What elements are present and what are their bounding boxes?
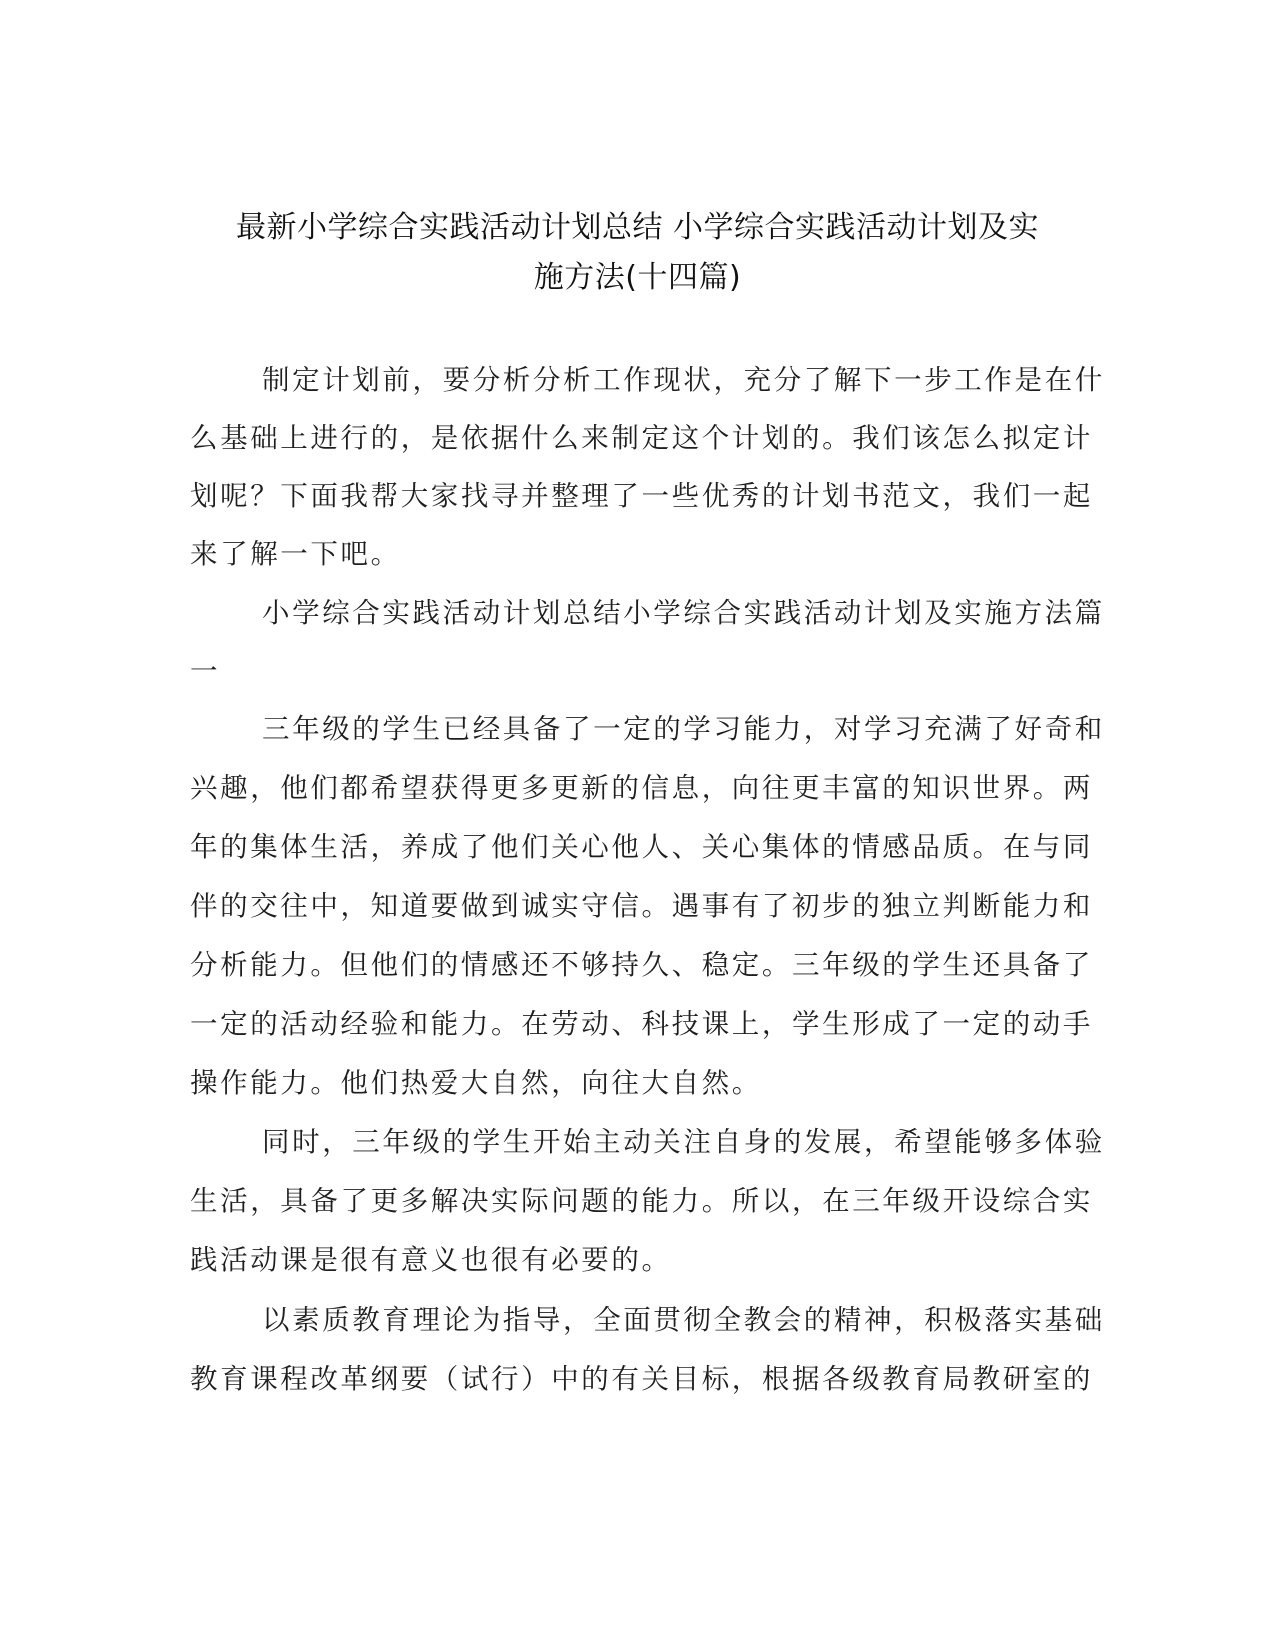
paragraph-line: 分析能力。但他们的情感还不够持久、稳定。三年级的学生还具备了 bbox=[190, 949, 1093, 981]
paragraph-line: 生活，具备了更多解决实际问题的能力。所以，在三年级开设综合实 bbox=[190, 1185, 1093, 1217]
paragraph-line: 教育课程改革纲要（试行）中的有关目标，根据各级教育局教研室的 bbox=[190, 1363, 1093, 1395]
paragraph-line: 三年级的学生已经具备了一定的学习能力，对学习充满了好奇和 bbox=[262, 713, 1105, 745]
title-line: 施方法(十四篇) bbox=[533, 260, 742, 295]
paragraph-line: 一定的活动经验和能力。在劳动、科技课上，学生形成了一定的动手 bbox=[190, 1008, 1093, 1040]
title-line: 最新小学综合实践活动计划总结 小学综合实践活动计划及实 bbox=[235, 210, 1040, 245]
paragraph-line: 以素质教育理论为指导，全面贯彻全教会的精神，积极落实基础 bbox=[262, 1304, 1105, 1336]
paragraph-line: 同时，三年级的学生开始主动关注自身的发展，希望能够多体验 bbox=[262, 1126, 1105, 1158]
paragraph-line: 践活动课是很有意义也很有必要的。 bbox=[190, 1244, 672, 1276]
paragraph-line: 么基础上进行的，是依据什么来制定这个计划的。我们该怎么拟定计 bbox=[190, 422, 1093, 454]
paragraph-line: 划呢？下面我帮大家找寻并整理了一些优秀的计划书范文，我们一起 bbox=[190, 480, 1093, 512]
paragraph-line: 年的集体生活，养成了他们关心他人、关心集体的情感品质。在与同 bbox=[190, 831, 1093, 863]
paragraph-line: 来了解一下吧。 bbox=[190, 538, 401, 570]
section-heading-line: 一 bbox=[190, 655, 221, 687]
section-heading-line: 小学综合实践活动计划总结小学综合实践活动计划及实施方法篇 bbox=[262, 597, 1105, 629]
paragraph-line: 操作能力。他们热爱大自然，向往大自然。 bbox=[190, 1067, 762, 1099]
paragraph-line: 伴的交往中，知道要做到诚实守信。遇事有了初步的独立判断能力和 bbox=[190, 890, 1093, 922]
paragraph-line: 制定计划前，要分析分析工作现状，充分了解下一步工作是在什 bbox=[262, 364, 1105, 396]
document-title bbox=[190, 203, 1085, 303]
paragraph-line: 兴趣，他们都希望获得更多更新的信息，向往更丰富的知识世界。两 bbox=[190, 772, 1093, 804]
